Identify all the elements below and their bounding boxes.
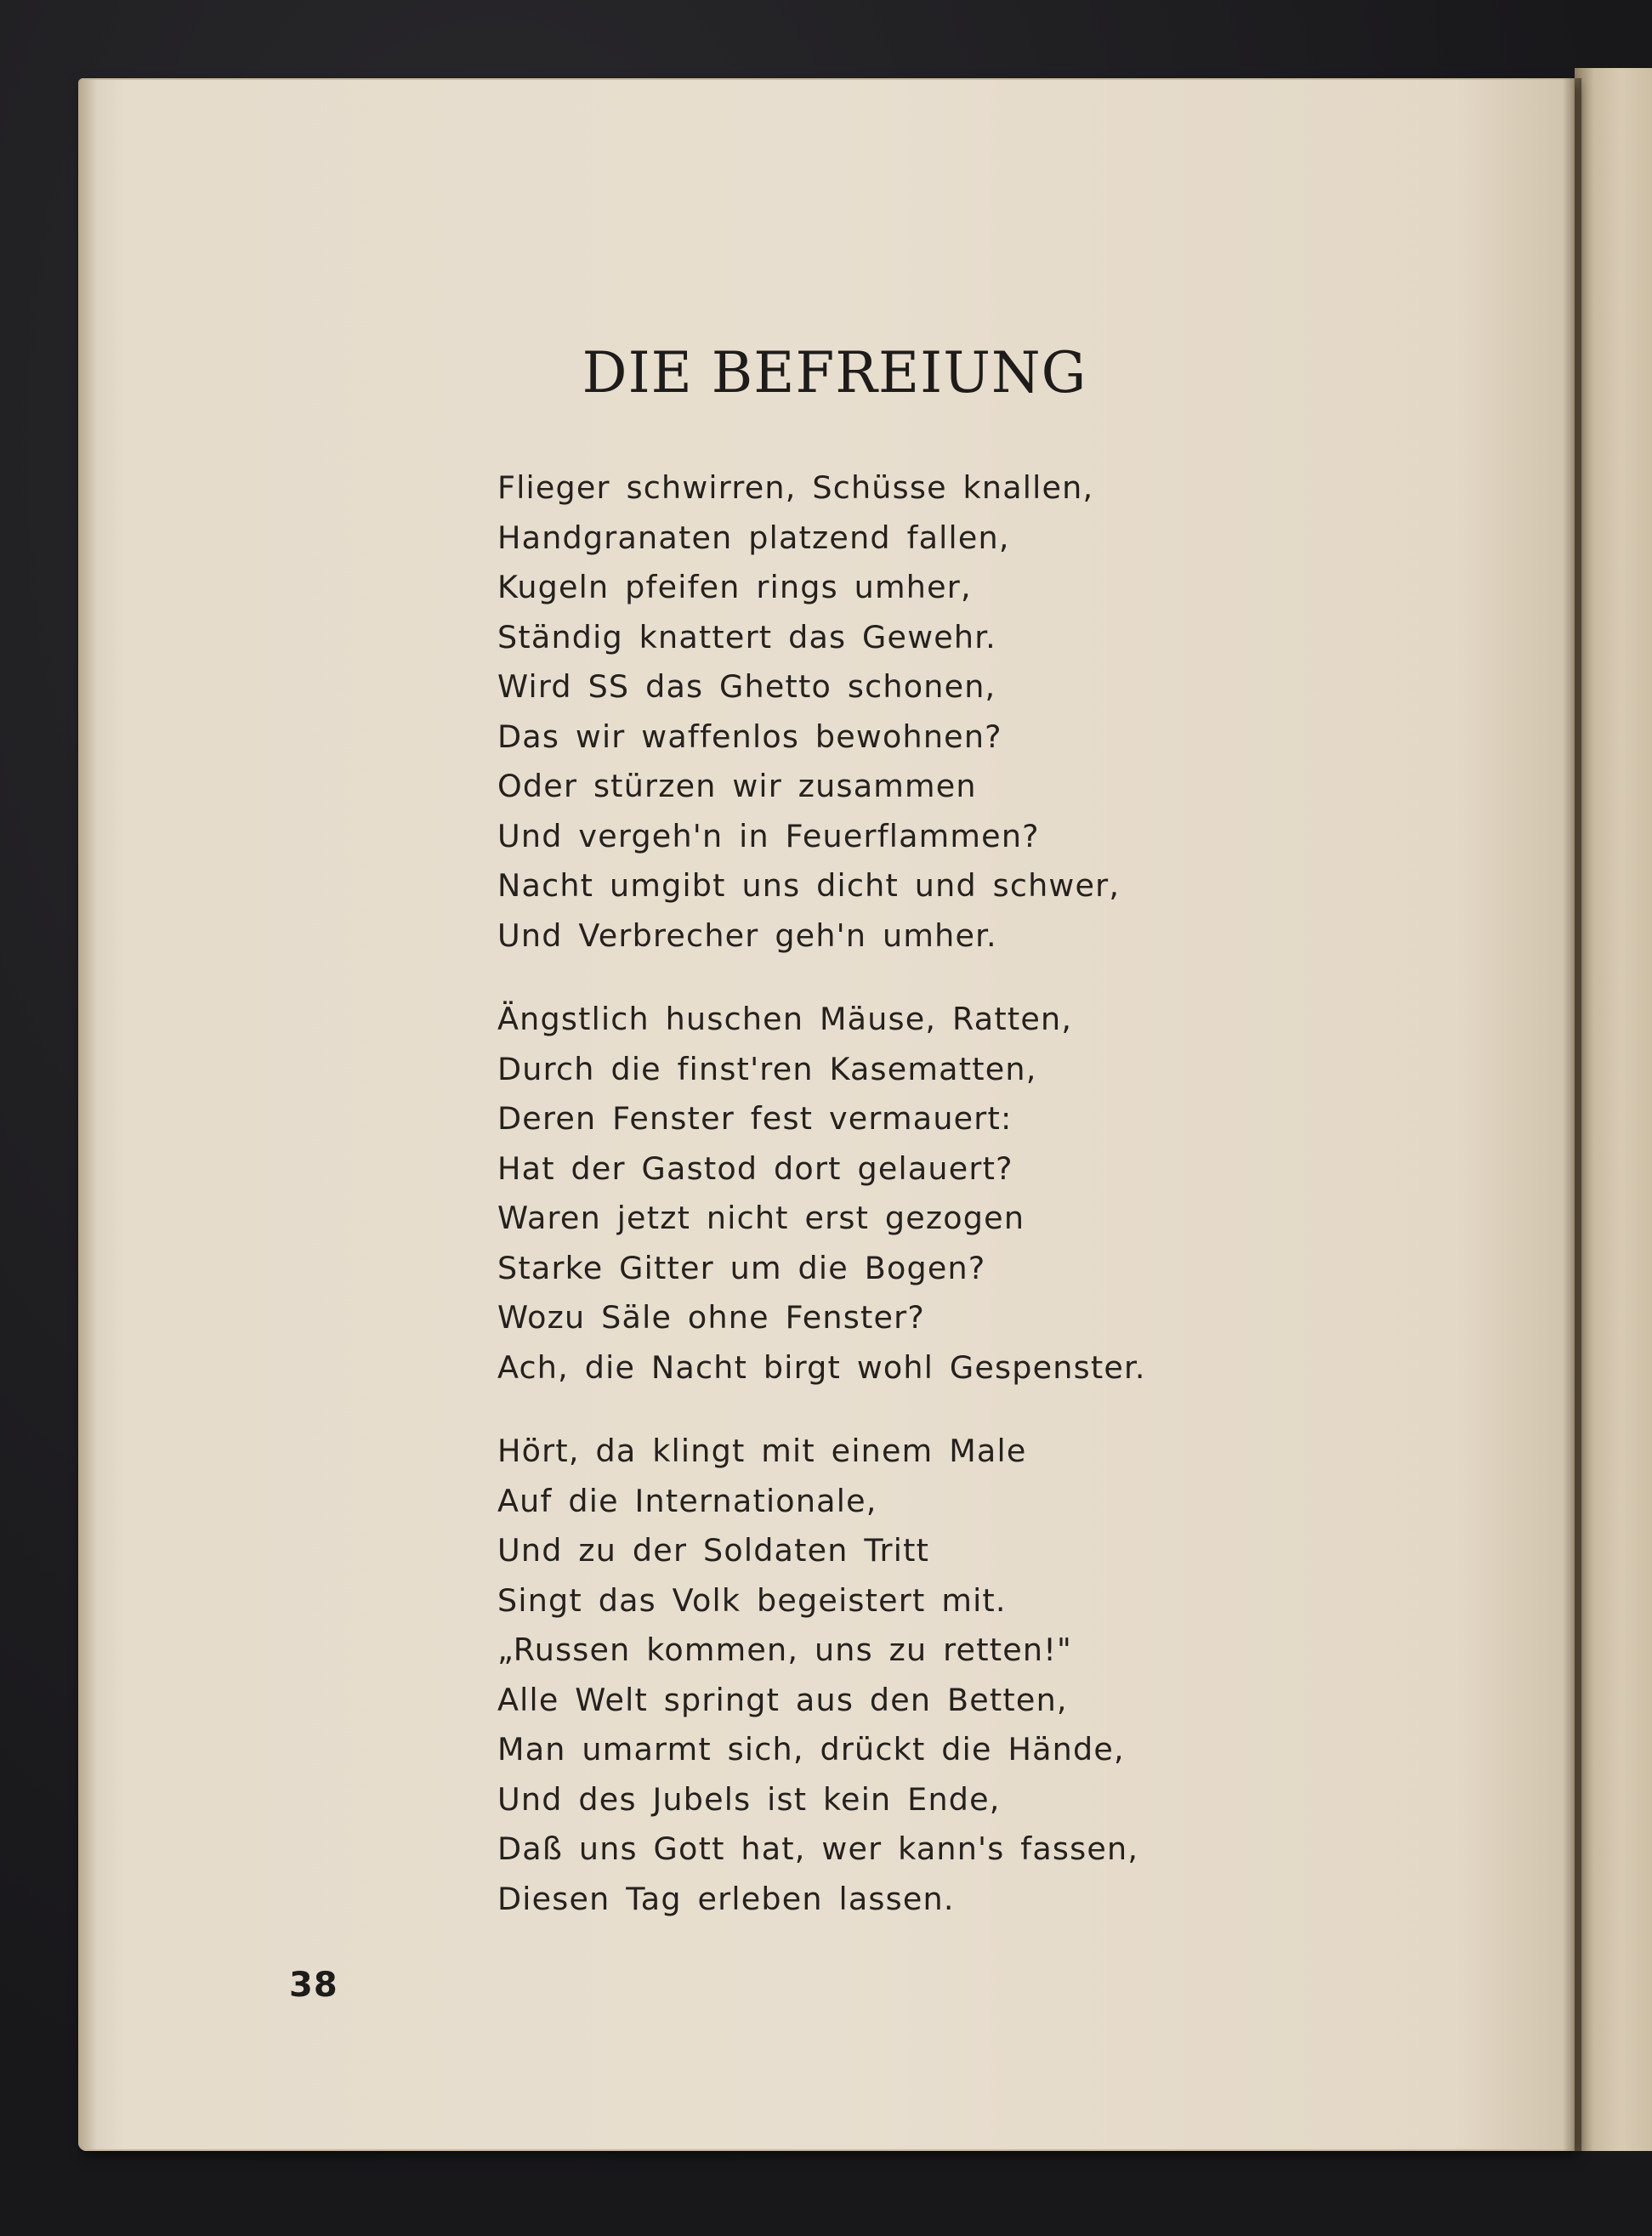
poem-line: „Russen kommen, uns zu retten!"	[497, 1632, 1073, 1668]
poem-line: Das wir waffenlos bewohnen?	[497, 718, 1002, 755]
poem-line: Deren Fenster fest vermauert:	[497, 1100, 1013, 1137]
poem-line: Man umarmt sich, drückt die Hände,	[497, 1731, 1125, 1768]
poem-line: Diesen Tag erleben lassen.	[497, 1880, 955, 1917]
poem-line: Oder stürzen wir zusammen	[497, 768, 977, 804]
poem-line: Ängstlich huschen Mäuse, Ratten,	[497, 1001, 1073, 1037]
stanza-1	[497, 463, 1518, 961]
page-number: 38	[289, 1966, 338, 2005]
stanza-2	[497, 995, 1518, 1393]
poem-line: Und zu der Soldaten Tritt	[497, 1532, 930, 1569]
poem-line: Und vergeh'n in Feuerflammen?	[497, 817, 1040, 854]
stanza-3	[497, 1427, 1518, 1924]
poem-line: Kugeln pfeifen rings umher,	[497, 569, 972, 605]
poem-line: Hört, da klingt mit einem Male	[497, 1433, 1027, 1469]
poem-line: Ach, die Nacht birgt wohl Gespenster.	[497, 1348, 1146, 1386]
poem-line: Hat der Gastod dort gelauert?	[497, 1149, 1013, 1187]
poem-line: Wird SS das Ghetto schonen,	[497, 668, 996, 705]
poem-line: Alle Welt springt aus den Betten,	[497, 1681, 1068, 1718]
poem-line: Starke Gitter um die Bogen?	[497, 1249, 986, 1286]
poem-line: Flieger schwirren, Schüsse knallen,	[497, 469, 1094, 506]
poem-line: Durch die finst'ren Kasematten,	[497, 1050, 1037, 1087]
poem-line: Und des Jubels ist kein Ende,	[497, 1780, 1001, 1818]
poem-line: Singt das Volk begeistert mit.	[497, 1581, 1007, 1619]
poem-line: Und Verbrecher geh'n umher.	[497, 917, 997, 954]
poem-title: DIE BEFREIUNG	[582, 340, 1087, 406]
poem-line: Handgranaten platzend fallen,	[497, 519, 1010, 556]
poem-line: Waren jetzt nicht erst gezogen	[497, 1200, 1025, 1236]
poem-line: Daß uns Gott hat, wer kann's fassen,	[497, 1830, 1139, 1867]
poem-line: Nacht umgibt uns dicht und schwer,	[497, 867, 1121, 904]
poem-body	[497, 463, 1518, 1958]
poem-line: Ständig knattert das Gewehr.	[497, 618, 996, 655]
poem-line: Auf die Internationale,	[497, 1482, 877, 1519]
poem-line: Wozu Säle ohne Fenster?	[497, 1299, 925, 1336]
